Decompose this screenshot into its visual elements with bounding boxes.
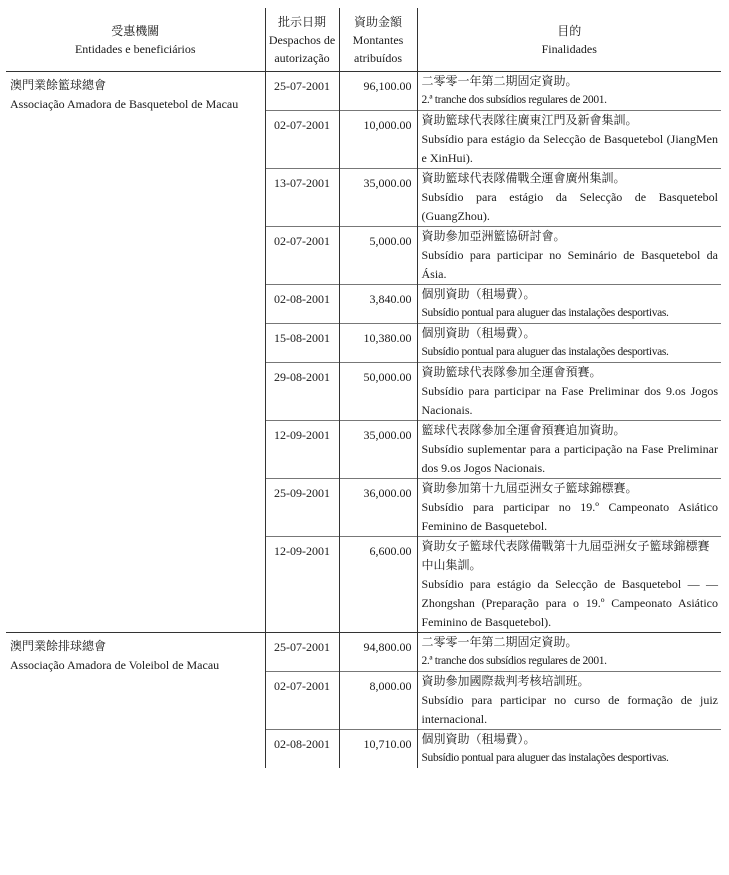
grant-amount: 5,000.00 <box>339 227 417 285</box>
purpose-zh: 資助女子籃球代表隊備戰第十九屆亞洲女子籃球錦標賽中山集訓。 <box>421 539 710 572</box>
grant-purpose <box>417 730 721 769</box>
header-amount <box>339 8 417 72</box>
grant-date: 15-08-2001 <box>265 324 339 363</box>
grant-purpose <box>417 537 721 633</box>
grant-purpose <box>417 72 721 111</box>
grant-date: 25-09-2001 <box>265 479 339 537</box>
purpose-pt: 2.ª tranche dos subsídios regulares de 2001. <box>421 94 607 106</box>
purpose-pt: Subsídio suplementar para a participação na Fase Preliminar dos 9.os Jogos Nacionais. <box>421 442 718 475</box>
entity-name-pt: Associação Amadora de Voleibol de Macau <box>10 658 220 672</box>
grant-amount: 35,000.00 <box>339 169 417 227</box>
grant-purpose <box>417 672 721 730</box>
header-date-zh: 批示日期 <box>277 14 326 29</box>
header-entity-pt: Entidades e beneficiários <box>74 41 196 56</box>
grant-amount: 10,380.00 <box>339 324 417 363</box>
purpose-zh: 個別資助（租場費）。 <box>421 287 536 301</box>
grant-amount: 96,100.00 <box>339 72 417 111</box>
header-entity <box>6 8 265 72</box>
grant-purpose <box>417 479 721 537</box>
header-entity-zh: 受惠機關 <box>111 23 160 38</box>
purpose-pt: Subsídio para participar no curso de formação de juiz internacional. <box>421 693 718 726</box>
purpose-zh: 二零零一年第二期固定資助。 <box>421 74 578 88</box>
header-purpose <box>417 8 721 72</box>
purpose-pt: Subsídio para estágio da Selecção de Basquetebol (GuangZhou). <box>421 190 718 223</box>
grant-amount: 35,000.00 <box>339 421 417 479</box>
purpose-pt: 2.ª tranche dos subsídios regulares de 2001. <box>421 655 607 667</box>
entity-name-zh: 澳門業餘排球總會 <box>10 639 107 653</box>
purpose-pt: Subsídio para estágio da Selecção de Basquetebol — — Zhongshan (Preparação para o 19.º Campeonato Asiático Feminino de Basquetebol). <box>421 577 718 629</box>
grant-date: 25-07-2001 <box>265 633 339 672</box>
header-amount-pt2: atribuídos <box>354 50 402 65</box>
purpose-pt: Subsídio para participar no Seminário de Basquetebol da Ásia. <box>421 248 718 281</box>
table-header <box>6 8 721 72</box>
purpose-pt: Subsídio pontual para aluguer das instalações desportivas. <box>421 307 669 319</box>
grant-amount: 94,800.00 <box>339 633 417 672</box>
grant-date: 13-07-2001 <box>265 169 339 227</box>
grant-amount: 50,000.00 <box>339 363 417 421</box>
table-row <box>6 72 721 111</box>
purpose-pt: Subsídio pontual para aluguer das instalações desportivas. <box>421 752 669 764</box>
header-amount-zh: 資助金額 <box>353 14 402 29</box>
entity-name-pt: Associação Amadora de Basquetebol de Macau <box>10 97 239 111</box>
purpose-zh: 資助參加亞洲籃協研討會。 <box>421 229 566 243</box>
grant-amount: 36,000.00 <box>339 479 417 537</box>
purpose-pt: Subsídio para participar no 19.º Campeonato Asiático Feminino de Basquetebol. <box>421 500 718 533</box>
purpose-pt: Subsídio para estágio da Selecção de Basquetebol (JiangMen e XinHui). <box>421 132 718 165</box>
purpose-zh: 資助籃球代表隊參加全運會預賽。 <box>421 365 602 379</box>
grant-purpose <box>417 421 721 479</box>
grant-amount: 3,840.00 <box>339 285 417 324</box>
header-date <box>265 8 339 72</box>
grant-date: 02-08-2001 <box>265 285 339 324</box>
purpose-zh: 資助參加第十九屆亞洲女子籃球錦標賽。 <box>421 481 638 495</box>
grant-amount: 10,710.00 <box>339 730 417 769</box>
entity-cell-basketball <box>6 72 265 633</box>
grant-amount: 10,000.00 <box>339 111 417 169</box>
grant-purpose <box>417 363 721 421</box>
grant-date: 02-07-2001 <box>265 227 339 285</box>
grant-purpose <box>417 633 721 672</box>
table-row <box>6 633 721 672</box>
grant-date: 02-07-2001 <box>265 111 339 169</box>
header-purpose-pt: Finalidades <box>541 41 597 56</box>
purpose-zh: 籃球代表隊參加全運會預賽追加資助。 <box>421 423 626 437</box>
grant-purpose <box>417 169 721 227</box>
entity-name-zh: 澳門業餘籃球總會 <box>10 78 107 92</box>
grant-purpose <box>417 324 721 363</box>
grant-purpose <box>417 111 721 169</box>
purpose-zh: 個別資助（租場費）。 <box>421 732 536 746</box>
purpose-pt: Subsídio pontual para aluguer das instalações desportivas. <box>421 346 669 358</box>
grant-amount: 6,600.00 <box>339 537 417 633</box>
grant-amount: 8,000.00 <box>339 672 417 730</box>
purpose-zh: 資助籃球代表隊備戰全運會廣州集訓。 <box>421 171 626 185</box>
purpose-zh: 資助參加國際裁判考核培訓班。 <box>421 674 590 688</box>
grant-date: 12-09-2001 <box>265 537 339 633</box>
grant-purpose <box>417 227 721 285</box>
purpose-zh: 資助籃球代表隊往廣東江門及新會集訓。 <box>421 113 638 127</box>
grant-purpose <box>417 285 721 324</box>
header-amount-pt1: Montantes <box>352 32 404 47</box>
grant-date: 12-09-2001 <box>265 421 339 479</box>
entity-cell-volleyball <box>6 633 265 769</box>
purpose-zh: 二零零一年第二期固定資助。 <box>421 635 578 649</box>
header-date-pt1: Despachos de <box>268 32 336 47</box>
header-date-pt2: autorização <box>274 50 330 65</box>
grant-date: 02-07-2001 <box>265 672 339 730</box>
grants-table <box>6 8 721 768</box>
grant-date: 25-07-2001 <box>265 72 339 111</box>
grant-date: 29-08-2001 <box>265 363 339 421</box>
grant-date: 02-08-2001 <box>265 730 339 769</box>
purpose-zh: 個別資助（租場費）。 <box>421 326 536 340</box>
header-purpose-zh: 目的 <box>557 23 582 38</box>
purpose-pt: Subsídio para participar na Fase Preliminar dos 9.os Jogos Nacionais. <box>421 384 718 417</box>
